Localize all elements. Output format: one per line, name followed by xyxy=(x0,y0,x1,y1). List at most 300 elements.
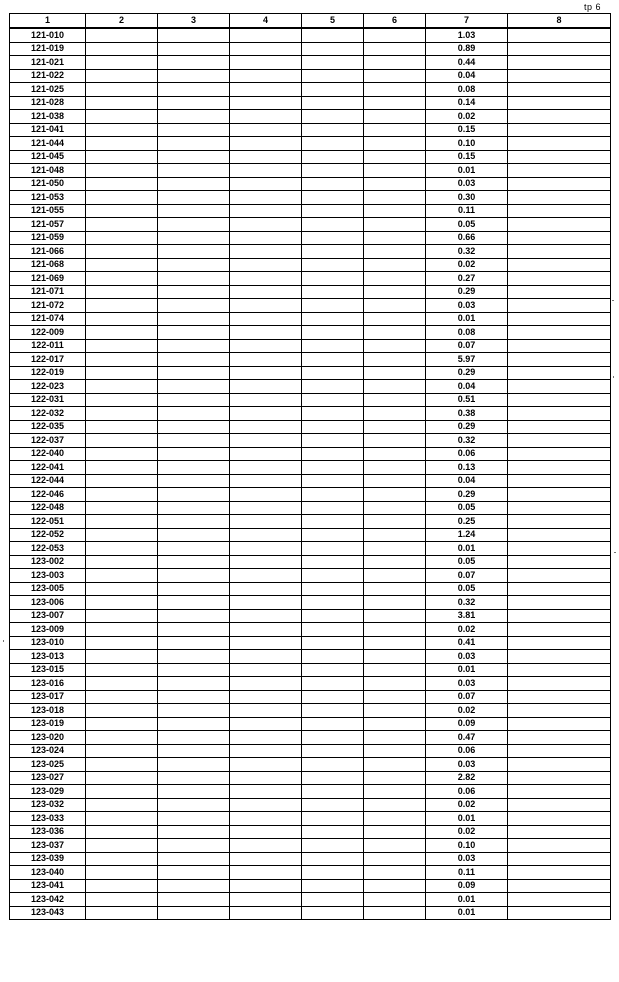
cell-empty xyxy=(508,893,611,907)
cell-value: 0.14 xyxy=(426,96,508,110)
cell-empty xyxy=(364,785,426,799)
cell-empty xyxy=(364,677,426,691)
cell-code: 121-038 xyxy=(10,110,86,124)
cell-empty xyxy=(158,798,230,812)
cell-empty xyxy=(302,515,364,529)
cell-code: 122-052 xyxy=(10,528,86,542)
cell-code: 121-050 xyxy=(10,177,86,191)
cell-empty xyxy=(86,785,158,799)
cell-empty xyxy=(364,150,426,164)
cell-empty xyxy=(158,380,230,394)
table-row xyxy=(10,96,611,110)
cell-empty xyxy=(86,137,158,151)
cell-empty xyxy=(508,650,611,664)
cell-empty xyxy=(302,866,364,880)
cell-empty xyxy=(508,825,611,839)
cell-empty xyxy=(364,123,426,137)
cell-value: 0.01 xyxy=(426,542,508,556)
cell-value: 0.01 xyxy=(426,906,508,920)
cell-empty xyxy=(230,542,302,556)
cell-empty xyxy=(158,542,230,556)
cell-empty xyxy=(86,96,158,110)
cell-empty xyxy=(230,312,302,326)
cell-empty xyxy=(158,704,230,718)
cell-empty xyxy=(230,137,302,151)
cell-empty xyxy=(508,771,611,785)
cell-empty xyxy=(508,164,611,178)
cell-empty xyxy=(302,164,364,178)
cell-empty xyxy=(364,96,426,110)
column-header-5: 5 xyxy=(302,14,364,29)
cell-empty xyxy=(508,461,611,475)
cell-value: 0.02 xyxy=(426,623,508,637)
cell-empty xyxy=(364,636,426,650)
cell-empty xyxy=(230,366,302,380)
cell-code: 122-009 xyxy=(10,326,86,340)
cell-empty xyxy=(86,110,158,124)
cell-empty xyxy=(302,150,364,164)
cell-code: 123-025 xyxy=(10,758,86,772)
table-row xyxy=(10,879,611,893)
table-row xyxy=(10,204,611,218)
cell-empty xyxy=(302,893,364,907)
cell-value: 0.13 xyxy=(426,461,508,475)
cell-value: 0.15 xyxy=(426,150,508,164)
cell-empty xyxy=(230,609,302,623)
table-row xyxy=(10,569,611,583)
cell-empty xyxy=(508,474,611,488)
cell-empty xyxy=(230,272,302,286)
cell-value: 0.03 xyxy=(426,650,508,664)
column-header-7: 7 xyxy=(426,14,508,29)
cell-empty xyxy=(158,42,230,56)
table-row xyxy=(10,83,611,97)
cell-empty xyxy=(508,690,611,704)
cell-empty xyxy=(364,407,426,421)
cell-empty xyxy=(508,110,611,124)
cell-empty xyxy=(364,231,426,245)
cell-code: 123-003 xyxy=(10,569,86,583)
cell-empty xyxy=(86,852,158,866)
cell-value: 0.07 xyxy=(426,690,508,704)
cell-empty xyxy=(158,744,230,758)
table-row xyxy=(10,650,611,664)
cell-empty xyxy=(364,110,426,124)
cell-empty xyxy=(158,420,230,434)
cell-value: 0.29 xyxy=(426,285,508,299)
cell-value: 0.27 xyxy=(426,272,508,286)
cell-empty xyxy=(508,663,611,677)
cell-value: 0.29 xyxy=(426,366,508,380)
cell-code: 123-032 xyxy=(10,798,86,812)
cell-empty xyxy=(508,407,611,421)
cell-empty xyxy=(302,488,364,502)
cell-code: 121-057 xyxy=(10,218,86,232)
cell-value: 0.06 xyxy=(426,744,508,758)
cell-empty xyxy=(364,906,426,920)
cell-value: 0.30 xyxy=(426,191,508,205)
cell-value: 0.09 xyxy=(426,879,508,893)
cell-value: 0.02 xyxy=(426,825,508,839)
cell-empty xyxy=(302,461,364,475)
table-row xyxy=(10,771,611,785)
cell-empty xyxy=(508,582,611,596)
cell-empty xyxy=(302,96,364,110)
cell-empty xyxy=(302,28,364,42)
table-row xyxy=(10,461,611,475)
cell-empty xyxy=(364,663,426,677)
cell-code: 122-051 xyxy=(10,515,86,529)
cell-empty xyxy=(364,42,426,56)
cell-empty xyxy=(230,623,302,637)
cell-empty xyxy=(364,393,426,407)
cell-empty xyxy=(302,906,364,920)
cell-empty xyxy=(86,771,158,785)
cell-empty xyxy=(230,96,302,110)
cell-value: 0.01 xyxy=(426,663,508,677)
cell-value: 1.03 xyxy=(426,28,508,42)
cell-empty xyxy=(302,528,364,542)
cell-empty xyxy=(364,893,426,907)
cell-empty xyxy=(508,785,611,799)
table-row xyxy=(10,299,611,313)
table-row xyxy=(10,596,611,610)
cell-empty xyxy=(302,393,364,407)
cell-code: 121-055 xyxy=(10,204,86,218)
cell-code: 123-017 xyxy=(10,690,86,704)
cell-empty xyxy=(230,420,302,434)
cell-empty xyxy=(508,528,611,542)
cell-empty xyxy=(508,852,611,866)
cell-code: 122-046 xyxy=(10,488,86,502)
cell-empty xyxy=(364,420,426,434)
cell-empty xyxy=(364,191,426,205)
cell-empty xyxy=(508,501,611,515)
cell-empty xyxy=(302,245,364,259)
cell-code: 123-010 xyxy=(10,636,86,650)
cell-empty xyxy=(302,177,364,191)
cell-empty xyxy=(86,393,158,407)
cell-empty xyxy=(230,123,302,137)
cell-empty xyxy=(86,380,158,394)
cell-value: 0.07 xyxy=(426,569,508,583)
cell-value: 3.81 xyxy=(426,609,508,623)
cell-empty xyxy=(86,893,158,907)
table-row xyxy=(10,906,611,920)
cell-empty xyxy=(158,866,230,880)
cell-empty xyxy=(508,569,611,583)
table-row xyxy=(10,704,611,718)
cell-empty xyxy=(158,366,230,380)
cell-empty xyxy=(158,245,230,259)
cell-empty xyxy=(364,245,426,259)
cell-empty xyxy=(302,407,364,421)
cell-empty xyxy=(364,299,426,313)
table-row xyxy=(10,123,611,137)
cell-empty xyxy=(508,596,611,610)
cell-empty xyxy=(86,596,158,610)
cell-empty xyxy=(230,150,302,164)
cell-empty xyxy=(86,312,158,326)
table-row xyxy=(10,326,611,340)
cell-empty xyxy=(158,717,230,731)
cell-empty xyxy=(86,636,158,650)
cell-empty xyxy=(302,636,364,650)
cell-empty xyxy=(508,56,611,70)
cell-empty xyxy=(86,42,158,56)
cell-empty xyxy=(302,690,364,704)
cell-empty xyxy=(158,582,230,596)
table-row xyxy=(10,515,611,529)
cell-empty xyxy=(302,420,364,434)
cell-code: 121-022 xyxy=(10,69,86,83)
cell-empty xyxy=(86,447,158,461)
cell-empty xyxy=(364,731,426,745)
cell-code: 122-044 xyxy=(10,474,86,488)
cell-empty xyxy=(158,474,230,488)
cell-value: 0.04 xyxy=(426,380,508,394)
cell-empty xyxy=(508,339,611,353)
cell-empty xyxy=(86,744,158,758)
cell-empty xyxy=(230,785,302,799)
cell-empty xyxy=(158,110,230,124)
cell-empty xyxy=(86,798,158,812)
cell-empty xyxy=(302,56,364,70)
cell-empty xyxy=(230,852,302,866)
cell-empty xyxy=(230,245,302,259)
cell-empty xyxy=(230,380,302,394)
cell-code: 121-066 xyxy=(10,245,86,259)
cell-empty xyxy=(508,906,611,920)
cell-empty xyxy=(364,879,426,893)
table-row xyxy=(10,272,611,286)
cell-empty xyxy=(86,582,158,596)
cell-empty xyxy=(86,353,158,367)
cell-empty xyxy=(86,906,158,920)
cell-empty xyxy=(508,353,611,367)
cell-empty xyxy=(508,137,611,151)
cell-empty xyxy=(86,609,158,623)
cell-empty xyxy=(364,825,426,839)
cell-value: 0.05 xyxy=(426,501,508,515)
cell-code: 123-007 xyxy=(10,609,86,623)
cell-code: 122-023 xyxy=(10,380,86,394)
table-row xyxy=(10,258,611,272)
cell-empty xyxy=(302,582,364,596)
table-row xyxy=(10,636,611,650)
cell-empty xyxy=(364,326,426,340)
cell-empty xyxy=(158,461,230,475)
cell-empty xyxy=(158,515,230,529)
cell-empty xyxy=(158,339,230,353)
cell-empty xyxy=(158,299,230,313)
cell-empty xyxy=(302,69,364,83)
cell-empty xyxy=(230,353,302,367)
cell-empty xyxy=(230,258,302,272)
cell-empty xyxy=(158,825,230,839)
cell-empty xyxy=(86,528,158,542)
cell-empty xyxy=(158,906,230,920)
cell-empty xyxy=(508,555,611,569)
cell-empty xyxy=(230,758,302,772)
table-row xyxy=(10,866,611,880)
cell-empty xyxy=(158,177,230,191)
cell-empty xyxy=(364,744,426,758)
cell-empty xyxy=(86,731,158,745)
cell-empty xyxy=(86,704,158,718)
cell-value: 0.05 xyxy=(426,555,508,569)
cell-value: 0.32 xyxy=(426,245,508,259)
cell-empty xyxy=(230,204,302,218)
cell-empty xyxy=(230,636,302,650)
cell-value: 0.10 xyxy=(426,839,508,853)
cell-empty xyxy=(158,447,230,461)
cell-empty xyxy=(302,123,364,137)
cell-value: 0.05 xyxy=(426,582,508,596)
cell-code: 123-009 xyxy=(10,623,86,637)
cell-empty xyxy=(86,191,158,205)
cell-empty xyxy=(230,812,302,826)
cell-code: 123-016 xyxy=(10,677,86,691)
cell-code: 123-002 xyxy=(10,555,86,569)
cell-empty xyxy=(508,69,611,83)
cell-code: 122-040 xyxy=(10,447,86,461)
cell-empty xyxy=(364,852,426,866)
cell-code: 121-021 xyxy=(10,56,86,70)
cell-empty xyxy=(508,731,611,745)
cell-empty xyxy=(508,879,611,893)
cell-empty xyxy=(508,123,611,137)
table-header-row xyxy=(10,14,611,29)
cell-code: 123-039 xyxy=(10,852,86,866)
cell-empty xyxy=(158,434,230,448)
cell-code: 121-025 xyxy=(10,83,86,97)
cell-value: 0.41 xyxy=(426,636,508,650)
table-row xyxy=(10,393,611,407)
cell-empty xyxy=(86,366,158,380)
column-header-8: 8 xyxy=(508,14,611,29)
cell-empty xyxy=(364,285,426,299)
cell-empty xyxy=(302,434,364,448)
cell-code: 123-018 xyxy=(10,704,86,718)
cell-empty xyxy=(508,420,611,434)
cell-empty xyxy=(364,758,426,772)
cell-empty xyxy=(86,56,158,70)
cell-empty xyxy=(158,231,230,245)
cell-value: 0.11 xyxy=(426,866,508,880)
cell-code: 121-010 xyxy=(10,28,86,42)
cell-empty xyxy=(302,663,364,677)
table-row xyxy=(10,528,611,542)
cell-empty xyxy=(158,83,230,97)
table-row xyxy=(10,366,611,380)
cell-empty xyxy=(158,272,230,286)
cell-value: 5.97 xyxy=(426,353,508,367)
cell-empty xyxy=(364,623,426,637)
cell-empty xyxy=(508,177,611,191)
cell-code: 122-019 xyxy=(10,366,86,380)
table-row xyxy=(10,69,611,83)
page-label: tp 6 xyxy=(583,2,601,12)
cell-value: 1.24 xyxy=(426,528,508,542)
cell-empty xyxy=(86,501,158,515)
cell-value: 0.02 xyxy=(426,704,508,718)
table-row xyxy=(10,690,611,704)
cell-empty xyxy=(508,42,611,56)
cell-empty xyxy=(158,393,230,407)
cell-empty xyxy=(230,218,302,232)
cell-code: 123-036 xyxy=(10,825,86,839)
table-row xyxy=(10,447,611,461)
cell-empty xyxy=(86,650,158,664)
cell-empty xyxy=(508,83,611,97)
cell-empty xyxy=(508,204,611,218)
cell-empty xyxy=(158,285,230,299)
table-row xyxy=(10,245,611,259)
cell-empty xyxy=(302,312,364,326)
table-row xyxy=(10,623,611,637)
cell-empty xyxy=(364,69,426,83)
cell-empty xyxy=(508,218,611,232)
cell-code: 121-068 xyxy=(10,258,86,272)
cell-empty xyxy=(302,717,364,731)
cell-empty xyxy=(364,839,426,853)
cell-empty xyxy=(302,569,364,583)
cell-empty xyxy=(86,623,158,637)
cell-empty xyxy=(508,272,611,286)
table-header xyxy=(10,14,611,29)
cell-value: 0.01 xyxy=(426,164,508,178)
cell-empty xyxy=(364,609,426,623)
cell-empty xyxy=(158,164,230,178)
cell-code: 123-019 xyxy=(10,717,86,731)
cell-empty xyxy=(508,488,611,502)
table-row xyxy=(10,434,611,448)
cell-code: 121-074 xyxy=(10,312,86,326)
cell-code: 123-027 xyxy=(10,771,86,785)
cell-empty xyxy=(364,177,426,191)
table-row xyxy=(10,893,611,907)
cell-empty xyxy=(302,798,364,812)
cell-empty xyxy=(86,28,158,42)
cell-empty xyxy=(230,771,302,785)
column-header-4: 4 xyxy=(230,14,302,29)
cell-empty xyxy=(86,677,158,691)
cell-empty xyxy=(230,447,302,461)
cell-empty xyxy=(230,110,302,124)
cell-empty xyxy=(302,731,364,745)
cell-empty xyxy=(230,717,302,731)
cell-empty xyxy=(86,866,158,880)
cell-empty xyxy=(86,164,158,178)
cell-code: 121-045 xyxy=(10,150,86,164)
cell-empty xyxy=(364,569,426,583)
cell-empty xyxy=(364,474,426,488)
cell-code: 121-044 xyxy=(10,137,86,151)
cell-code: 121-019 xyxy=(10,42,86,56)
cell-value: 0.29 xyxy=(426,488,508,502)
cell-empty xyxy=(508,326,611,340)
cell-empty xyxy=(302,542,364,556)
cell-empty xyxy=(302,380,364,394)
cell-value: 0.04 xyxy=(426,474,508,488)
cell-value: 0.01 xyxy=(426,812,508,826)
cell-empty xyxy=(302,609,364,623)
table-row xyxy=(10,137,611,151)
cell-empty xyxy=(230,177,302,191)
cell-empty xyxy=(508,758,611,772)
cell-empty xyxy=(302,285,364,299)
